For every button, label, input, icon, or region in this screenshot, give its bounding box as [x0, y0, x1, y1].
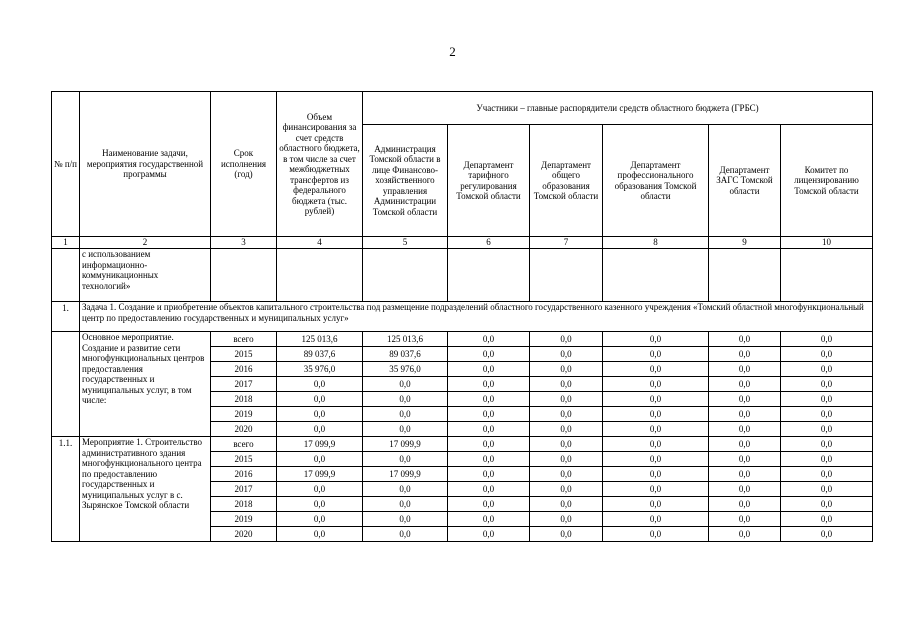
value-cell: 0,0	[603, 467, 709, 482]
value-cell: 0,0	[781, 407, 873, 422]
continuation-text: с использованием информационно-коммуникационных технологий»	[80, 249, 211, 302]
value-cell: 0,0	[277, 377, 363, 392]
value-cell: 0,0	[709, 437, 781, 452]
value-cell: 0,0	[709, 362, 781, 377]
year-cell: 2018	[211, 392, 277, 407]
value-cell: 0,0	[709, 332, 781, 347]
value-cell: 0,0	[363, 377, 448, 392]
value-cell: 0,0	[448, 407, 530, 422]
value-cell: 0,0	[448, 347, 530, 362]
value-cell: 0,0	[603, 362, 709, 377]
continuation-row	[52, 249, 873, 302]
value-cell: 0,0	[709, 407, 781, 422]
value-cell: 0,0	[448, 362, 530, 377]
value-cell: 0,0	[709, 347, 781, 362]
value-cell: 0,0	[277, 512, 363, 527]
value-cell: 0,0	[530, 497, 603, 512]
value-cell: 0,0	[277, 452, 363, 467]
value-cell: 0,0	[781, 437, 873, 452]
index-cell: 5	[363, 237, 448, 249]
value-cell: 0,0	[781, 527, 873, 542]
value-cell: 0,0	[277, 392, 363, 407]
value-cell: 0,0	[448, 377, 530, 392]
header-name: Наименование задачи, мероприятия государственной программы	[80, 92, 211, 237]
index-cell: 10	[781, 237, 873, 249]
value-cell: 0,0	[530, 362, 603, 377]
value-cell: 0,0	[363, 392, 448, 407]
task-text: Задача 1. Создание и приобретение объектов капитального строительства под размещение подразделений областного государственного казенного учреждения «Томский областной многофункциональный центр по предоставлению государственных и муниципальных услуг»	[80, 302, 873, 332]
year-cell: 2016	[211, 362, 277, 377]
value-cell: 0,0	[363, 512, 448, 527]
value-cell: 0,0	[709, 422, 781, 437]
value-cell: 0,0	[781, 512, 873, 527]
value-cell: 0,0	[603, 422, 709, 437]
year-cell: 2020	[211, 422, 277, 437]
value-cell: 0,0	[363, 482, 448, 497]
value-cell: 0,0	[448, 497, 530, 512]
value-cell: 0,0	[603, 332, 709, 347]
value-cell: 0,0	[603, 392, 709, 407]
value-cell: 17 099,9	[277, 467, 363, 482]
value-cell: 0,0	[363, 422, 448, 437]
value-cell: 0,0	[603, 377, 709, 392]
header-participant-3: Департамент общего образования Томской области	[530, 125, 603, 237]
value-cell: 0,0	[709, 452, 781, 467]
value-cell: 0,0	[530, 452, 603, 467]
value-cell: 0,0	[530, 437, 603, 452]
value-cell: 0,0	[709, 497, 781, 512]
event-1-1-name: Мероприятие 1. Строительство административного здания многофункционального центра по предоставлению государственных и муниципальных услуг в с. Зырянское Томской области	[80, 437, 211, 542]
value-cell: 0,0	[448, 437, 530, 452]
value-cell: 0,0	[781, 452, 873, 467]
value-cell: 0,0	[709, 482, 781, 497]
value-cell: 0,0	[530, 392, 603, 407]
value-cell: 0,0	[781, 362, 873, 377]
value-cell: 0,0	[781, 497, 873, 512]
value-cell: 0,0	[709, 377, 781, 392]
value-cell: 0,0	[709, 527, 781, 542]
year-cell: 2018	[211, 497, 277, 512]
value-cell: 0,0	[530, 332, 603, 347]
value-cell: 0,0	[363, 527, 448, 542]
header-funding: Объем финансирования за счет средств областного бюджета, в том числе за счет межбюджетных трансфертов из федерального бюджета (тыс. рублей)	[277, 92, 363, 237]
value-cell: 0,0	[448, 482, 530, 497]
value-cell: 0,0	[781, 347, 873, 362]
year-cell: 2017	[211, 377, 277, 392]
value-cell: 0,0	[277, 407, 363, 422]
value-cell: 0,0	[363, 452, 448, 467]
year-cell: 2017	[211, 482, 277, 497]
value-cell: 0,0	[603, 497, 709, 512]
value-cell: 0,0	[603, 512, 709, 527]
index-cell: 3	[211, 237, 277, 249]
value-cell: 0,0	[448, 332, 530, 347]
budget-table	[51, 91, 873, 542]
value-cell: 0,0	[781, 467, 873, 482]
year-cell: 2015	[211, 452, 277, 467]
year-cell: всего	[211, 437, 277, 452]
main-event-number	[52, 332, 80, 437]
value-cell: 0,0	[448, 467, 530, 482]
value-cell: 0,0	[603, 452, 709, 467]
value-cell: 0,0	[709, 512, 781, 527]
page-number: 2	[449, 44, 456, 59]
index-cell: 6	[448, 237, 530, 249]
header-participants: Участники – главные распорядители средств областного бюджета (ГРБС)	[363, 92, 873, 125]
value-cell: 0,0	[781, 332, 873, 347]
value-cell: 0,0	[603, 527, 709, 542]
value-cell: 125 013,6	[363, 332, 448, 347]
value-cell: 0,0	[530, 407, 603, 422]
value-cell: 89 037,6	[277, 347, 363, 362]
index-cell: 8	[603, 237, 709, 249]
value-cell: 0,0	[448, 512, 530, 527]
value-cell: 35 976,0	[277, 362, 363, 377]
value-cell: 0,0	[709, 467, 781, 482]
value-cell: 0,0	[781, 422, 873, 437]
year-cell: 2020	[211, 527, 277, 542]
value-cell: 0,0	[781, 392, 873, 407]
header-participant-6: Комитет по лицензированию Томской области	[781, 125, 873, 237]
value-cell: 0,0	[448, 452, 530, 467]
index-cell: 7	[530, 237, 603, 249]
value-cell: 0,0	[530, 527, 603, 542]
value-cell: 0,0	[530, 467, 603, 482]
value-cell: 0,0	[530, 377, 603, 392]
year-cell: 2016	[211, 467, 277, 482]
value-cell: 0,0	[530, 422, 603, 437]
value-cell: 0,0	[277, 422, 363, 437]
value-cell: 0,0	[277, 497, 363, 512]
value-cell: 0,0	[709, 392, 781, 407]
value-cell: 0,0	[530, 482, 603, 497]
header-participant-5: Департамент ЗАГС Томской области	[709, 125, 781, 237]
main-event-name: Основное мероприятие. Создание и развитие сети многофункциональных центров предоставления государственных и муниципальных услуг, в том числе:	[80, 332, 211, 437]
task-row	[52, 302, 873, 332]
value-cell: 0,0	[277, 482, 363, 497]
value-cell: 0,0	[781, 377, 873, 392]
value-cell: 0,0	[530, 512, 603, 527]
value-cell: 17 099,9	[277, 437, 363, 452]
value-cell: 0,0	[603, 347, 709, 362]
value-cell: 0,0	[603, 407, 709, 422]
value-cell: 0,0	[363, 407, 448, 422]
index-cell: 2	[80, 237, 211, 249]
main-event-row	[52, 332, 873, 347]
year-cell: 2015	[211, 347, 277, 362]
value-cell: 0,0	[448, 392, 530, 407]
value-cell: 0,0	[781, 482, 873, 497]
year-cell: 2019	[211, 407, 277, 422]
value-cell: 0,0	[363, 497, 448, 512]
value-cell: 17 099,9	[363, 437, 448, 452]
event-1-1-row	[52, 437, 873, 452]
year-cell: 2019	[211, 512, 277, 527]
index-cell: 9	[709, 237, 781, 249]
value-cell: 0,0	[448, 527, 530, 542]
column-index-row	[52, 237, 873, 249]
value-cell: 35 976,0	[363, 362, 448, 377]
value-cell: 0,0	[603, 482, 709, 497]
value-cell: 0,0	[603, 437, 709, 452]
header-participant-2: Департамент тарифного регулирования Томской области	[448, 125, 530, 237]
value-cell: 89 037,6	[363, 347, 448, 362]
header-term: Срок исполнения (год)	[211, 92, 277, 237]
event-1-1-number: 1.1.	[52, 437, 80, 542]
value-cell: 125 013,6	[277, 332, 363, 347]
value-cell: 17 099,9	[363, 467, 448, 482]
header-participant-1: Администрация Томской области в лице Финансово-хозяйственного управления Администрации Томской области	[363, 125, 448, 237]
value-cell: 0,0	[448, 422, 530, 437]
value-cell: 0,0	[277, 527, 363, 542]
year-cell: всего	[211, 332, 277, 347]
task-number: 1.	[52, 302, 80, 332]
index-cell: 1	[52, 237, 80, 249]
index-cell: 4	[277, 237, 363, 249]
header-participant-4: Департамент профессионального образования Томской области	[603, 125, 709, 237]
value-cell: 0,0	[530, 347, 603, 362]
header-no: № п/п	[52, 92, 80, 237]
